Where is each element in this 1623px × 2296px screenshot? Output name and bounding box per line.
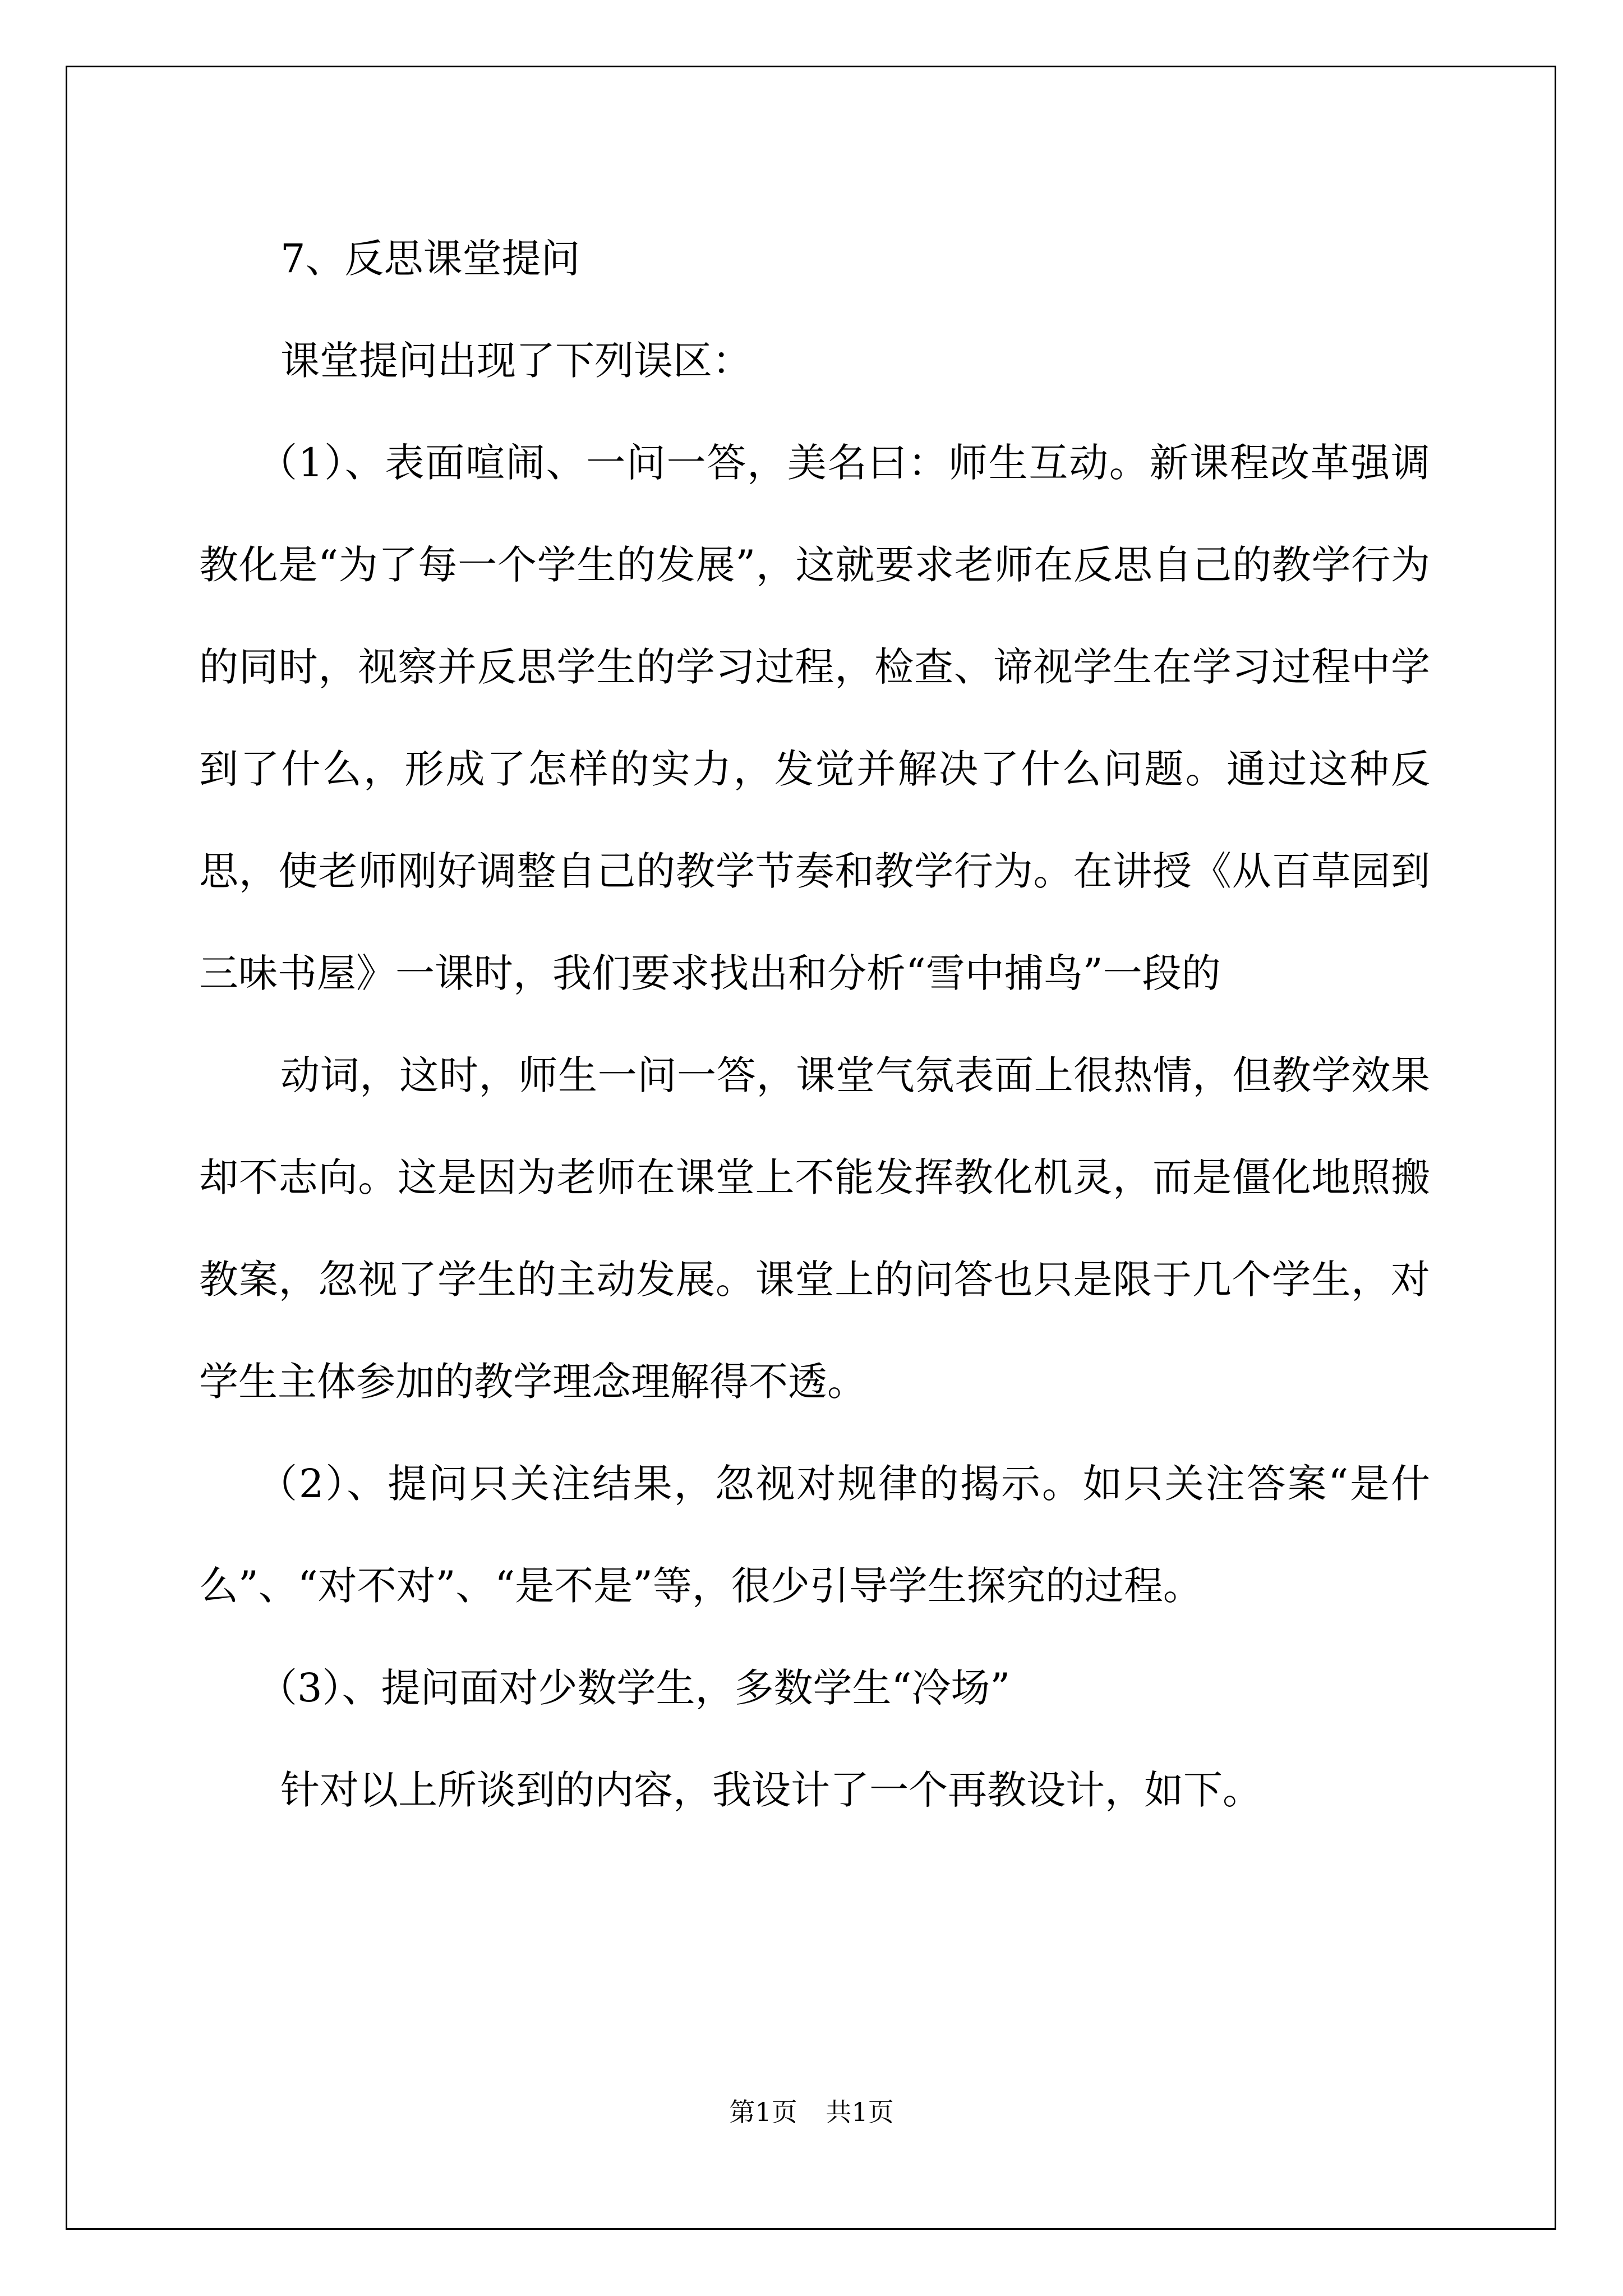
paragraph-item-2: （2）、提问只关注结果，忽视对规律的揭示。如只关注答案“是什么”、“对不对”、“是不是”等，很少引导学生探究的过程。 — [199, 1461, 1430, 1609]
section-heading: 7、反思课堂提问 — [280, 236, 580, 282]
paragraph-item-1: （1）、表面喧闹、一问一答，美名曰：师生互动。新课程改革强调教化是“为了每一个学生的发展”，这就要求老师在反思自己的教学行为的同时，视察并反思学生的学习过程，检查、谛视学生在学习过程中学到了什么，形成了怎样的实力，发觉并解决了什么问题。通过这种反思，使老师刚好调整自己的教学节奏和教学行为。在讲授《从百草园到三味书屋》一课时，我们要求找出和分析“雪中捕鸟”一段的 — [199, 440, 1430, 996]
paragraph-intro: 课堂提问出现了下列误区： — [280, 338, 751, 384]
paragraph-item-1-continued: 动词，这时，师生一问一答，课堂气氛表面上很热情，但教学效果却不志向。这是因为老师在课堂上不能发挥教化机灵，而是僵化地照搬教案，忽视了学生的主动发展。课堂上的问答也只是限于几个学生，对学生主体参加的教学理念理解得不透。 — [199, 1052, 1430, 1405]
page-total: 共1页 — [826, 2097, 894, 2127]
page-number: 第1页 — [729, 2097, 797, 2127]
paragraph-item-3: （3）、提问面对少数学生，多数学生“冷场” — [258, 1665, 1011, 1711]
paragraph-conclusion: 针对以上所谈到的内容，我设计了一个再教设计，如下。 — [280, 1767, 1262, 1813]
page-footer — [0, 2095, 1623, 2129]
document-body — [199, 208, 1430, 1841]
